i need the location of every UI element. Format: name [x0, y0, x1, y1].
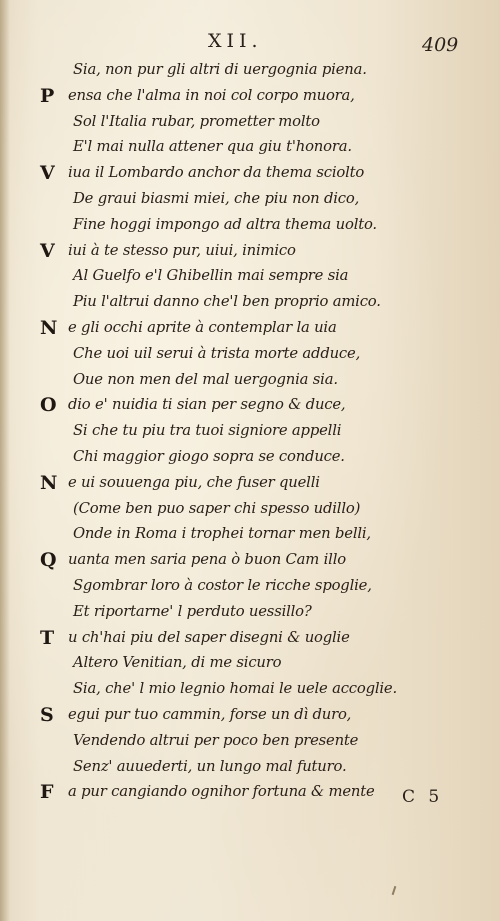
running-head: XII. [208, 30, 263, 52]
signature-mark: C 5 [402, 787, 444, 807]
verse-line [40, 419, 460, 445]
verse-text: Sol l'Italia rubar, prometter molto [73, 112, 320, 130]
verse-line [40, 522, 460, 548]
stanza [40, 239, 460, 316]
verse-line [40, 368, 460, 394]
verse-text: uanta men saria pena ò buon Cam illo [68, 551, 346, 569]
verse-text: E'l mai nulla attener qua giu t'honora. [73, 138, 352, 156]
verse-line [40, 703, 460, 729]
verse-line [40, 780, 460, 806]
initial-letter: V [40, 162, 55, 185]
verse-text: Al Guelfo e'l Ghibellin mai sempre sia [73, 267, 349, 285]
verse-text: De graui biasmi miei, che piu non dico, [73, 189, 360, 207]
verse-text: Sgombrar loro à costor le ricche spoglie, [73, 576, 372, 594]
verse-line [40, 84, 460, 110]
verse-text: Si che tu piu tra tuoi signiore appelli [73, 422, 342, 440]
initial-letter: N [40, 471, 58, 494]
verse-line [40, 58, 460, 84]
initial-letter: Q [40, 549, 57, 572]
verse-text: iua il Lombardo anchor da thema sciolto [68, 164, 365, 182]
verse-line [40, 316, 460, 342]
verse-text: Senz' auuederti, un lungo mal futuro. [73, 757, 347, 775]
verse-line [40, 161, 460, 187]
verse-text: dio e' nuidia ti sian per segno & duce, [68, 396, 346, 414]
verse-line [40, 445, 460, 471]
verse-line [40, 497, 460, 523]
page-header [0, 22, 500, 56]
verse-text: egui pur tuo cammin, forse un dì duro, [68, 705, 352, 723]
verse-line [40, 729, 460, 755]
verse-text: iui à te stesso pur, uiui, inimico [68, 241, 296, 259]
verse-line [40, 600, 460, 626]
verse-line [40, 393, 460, 419]
initial-letter: P [40, 84, 55, 107]
verse-text: Oue non men del mal uergognia sia. [73, 370, 338, 388]
verse-text: Piu l'altrui danno che'l ben proprio amico. [73, 293, 381, 311]
verse-text: Altero Venitian, di me sicuro [73, 654, 282, 672]
page-number: 409 [422, 34, 459, 56]
verse-line [40, 755, 460, 781]
stanza [40, 471, 460, 548]
verse-text: e gli occhi aprite à contemplar la uia [68, 318, 337, 336]
verse-text: Fine hoggi impongo ad altra thema uolto. [73, 215, 377, 233]
stanza [40, 548, 460, 625]
initial-letter: S [40, 703, 54, 726]
stanza [40, 161, 460, 238]
verse-line [40, 239, 460, 265]
stanza [40, 316, 460, 393]
verse-text: Vendendo altrui per poco ben presente [73, 731, 359, 749]
verse-line [40, 342, 460, 368]
verse-line [40, 110, 460, 136]
stanza [40, 393, 460, 470]
poem-text [40, 58, 460, 806]
initial-letter: V [40, 239, 55, 262]
verse-text: Onde in Roma i trophei tornar men belli, [73, 525, 371, 543]
initial-letter: O [40, 394, 57, 417]
stanza [40, 780, 460, 806]
verse-text: Sia, non pur gli altri di uergognia piena. [73, 61, 367, 78]
verse-line [40, 471, 460, 497]
verse-line [40, 213, 460, 239]
verse-line [40, 264, 460, 290]
stanza [40, 58, 460, 84]
verse-text: Et riportarne' l perduto uessillo? [73, 602, 312, 620]
verse-text: ensa che l'alma in noi col corpo muora, [68, 86, 355, 104]
verse-text: Che uoi uil serui à trista morte adduce, [73, 344, 361, 362]
page-gutter-shadow [0, 0, 10, 921]
stanza [40, 703, 460, 780]
verse-line [40, 677, 460, 703]
ink-speck [392, 886, 397, 895]
verse-text: (Come ben puo saper chi spesso udillo) [73, 499, 361, 517]
verse-line [40, 626, 460, 652]
initial-letter: N [40, 316, 58, 339]
verse-line [40, 651, 460, 677]
stanza [40, 626, 460, 703]
verse-text: Chi maggior giogo sopra se conduce. [73, 447, 345, 465]
initial-letter: T [40, 626, 55, 649]
verse-line [40, 290, 460, 316]
stanza [40, 84, 460, 161]
verse-line [40, 187, 460, 213]
verse-text: Sia, che' l mio legnio homai le uele accoglie. [73, 680, 397, 698]
verse-text: u ch'hai piu del saper disegni & uoglie [68, 628, 350, 646]
initial-letter: F [40, 781, 54, 804]
verse-line [40, 574, 460, 600]
verse-line [40, 135, 460, 161]
verse-text: e ui souuenga piu, che fuser quelli [68, 473, 320, 491]
verse-text: a pur cangiando ognihor fortuna & mente [68, 783, 375, 801]
verse-line [40, 548, 460, 574]
